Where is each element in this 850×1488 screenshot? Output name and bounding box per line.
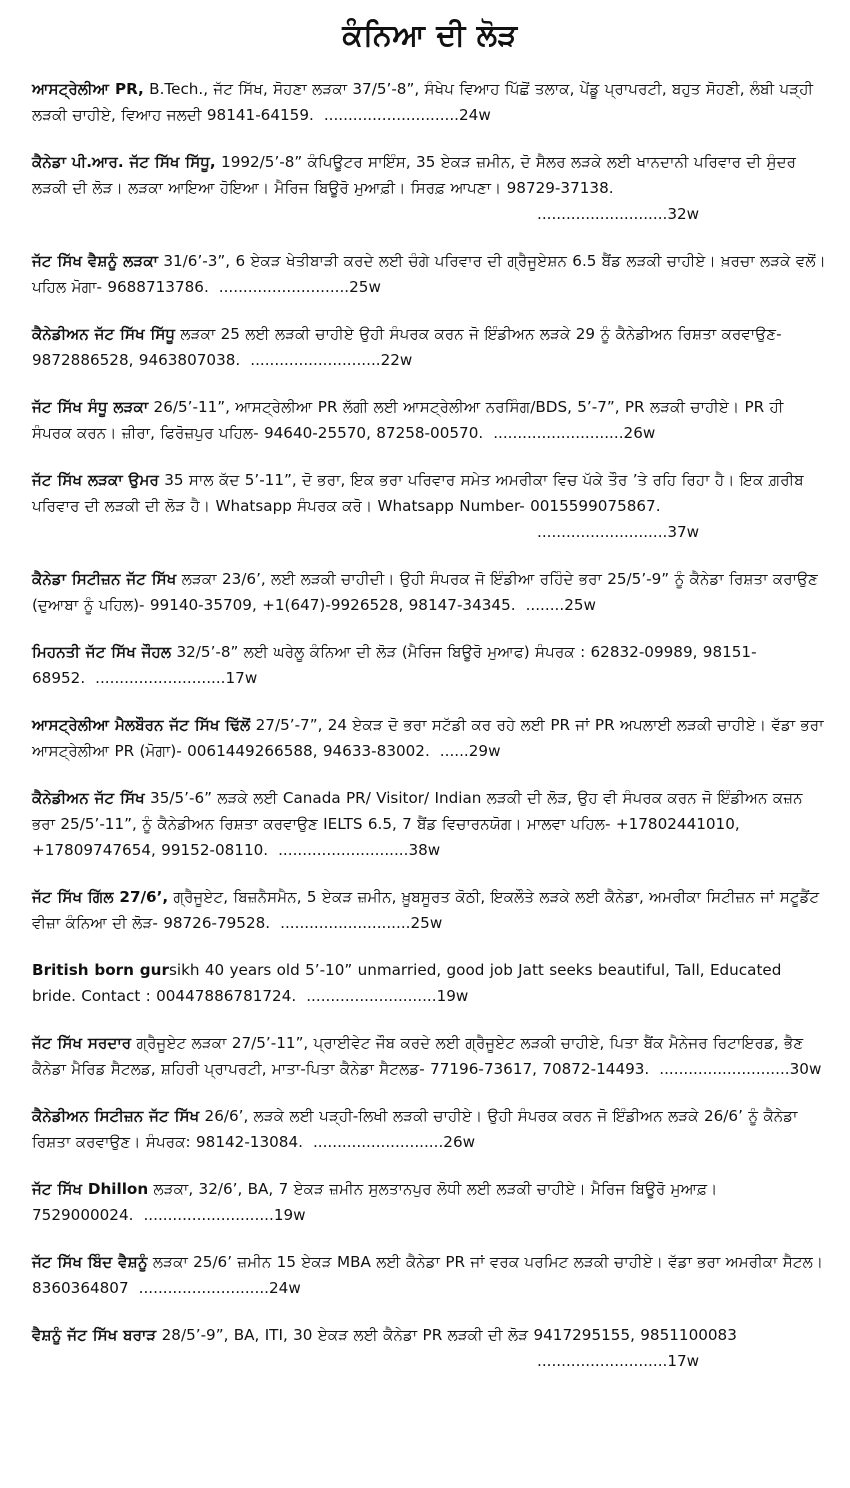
ad-item xyxy=(32,884,828,936)
ad-text: 26/6’, ਲੜਕੇ ਲਈ ਪੜ੍ਹੀ-ਲਿਖੀ ਲੜਕੀ ਚਾਹੀਏ। ਉਹੀ ਸੰਪਰਕ ਕਰਨ ਜੋ ਇੰਡੀਅਨ ਲੜਕੇ 26/6’ ਨੂੰ ਕੈਨੇਡਾ ਰਿਸ਼ਤਾ ਕਰਵਾਉਣ। ਸੰਪਰਕ: 98142-13084. xyxy=(32,1107,798,1151)
ad-text: 28/5’-9”, BA, ITI, 30 ਏਕੜ ਲਈ ਕੈਨੇਡਾ PR ਲੜਕੀ ਦੀ ਲੋੜ 9417295155, 9851100083 xyxy=(156,1326,737,1344)
ad-lead: ਜੱਟ ਸਿੱਖ ਸਰਦਾਰ xyxy=(32,1034,132,1052)
ads-list xyxy=(32,76,828,1374)
ad-text: 1992/5’-8” ਕੰਪਿਊਟਰ ਸਾਇੰਸ, 35 ਏਕੜ ਜ਼ਮੀਨ, ਦੋ ਸੈਲਰ ਲੜਕੇ ਲਈ ਖਾਨਦਾਨੀ ਪਰਿਵਾਰ ਦੀ ਸੁੰਦਰ ਲੜਕੀ ਦੀ ਲੋੜ। ਲੜਕਾ ਆਇਆ ਹੋਇਆ। ਮੈਰਿਜ ਬਿਊਰੋ ਮੁਆਫ਼ੀ। ਸਿਰਫ਼ ਆਪਣਾ। 98729-37138. xyxy=(32,153,797,197)
ad-code: ...........................25w xyxy=(218,278,381,296)
page-title: ਕੰਨਿਆ ਦੀ ਲੋੜ xyxy=(342,18,518,53)
ad-lead: ਆਸਟ੍ਰੇਲੀਆ PR, xyxy=(32,80,144,98)
ad-text: 26/5’-11”, ਆਸਟ੍ਰੇਲੀਆ PR ਲੱਗੀ ਲਈ ਆਸਟ੍ਰੇਲੀਆ ਨਰਸਿੰਗ/BDS, 5’-7”, PR ਲੜਕੀ ਚਾਹੀਏ। PR ਹੀ ਸੰਪਰਕ ਕਰਨ। ਜ਼ੀਰਾ, ਫਿਰੋਜ਼ਪੁਰ ਪਹਿਲ- 94640-25570, 87258-00570. xyxy=(32,398,784,442)
ad-lead: ਆਸਟ੍ਰੇਲੀਆ ਮੈਲਬੌਰਨ ਜੱਟ ਸਿੱਖ ਢਿੱਲੋਂ xyxy=(32,716,251,734)
ad-item xyxy=(32,76,828,128)
ad-text: ਲੜਕਾ 23/6’, ਲਈ ਲੜਕੀ ਚਾਹੀਦੀ। ਉਹੀ ਸੰਪਰਕ ਜੋ ਇੰਡੀਆ ਰਹਿੰਦੇ ਭਰਾ 25/5’-9” ਨੂੰ ਕੈਨੇਡਾ ਰਿਸ਼ਤਾ ਕਰਾਉਣ (ਦੁਆਬਾ ਨੂੰ ਪਹਿਲ)- 99140-35709, +1(647)-9926528, 98147-34345. xyxy=(32,570,818,614)
ad-item xyxy=(32,149,828,227)
ad-code: ...........................37w xyxy=(537,523,700,541)
ad-item xyxy=(32,639,828,691)
ad-text: ਗ੍ਰੈਜੂਏਟ, ਬਿਜ਼ਨੈਸਮੈਨ, 5 ਏਕੜ ਜ਼ਮੀਨ, ਖ਼ੂਬਸੂਰਤ ਕੋਠੀ, ਇਕਲੌਤੇ ਲੜਕੇ ਲਈ ਕੈਨੇਡਾ, ਅਮਰੀਕਾ ਸਿਟੀਜ਼ਨ ਜਾਂ ਸਟੂਡੈਂਟ ਵੀਜ਼ਾ ਕੰਨਿਆ ਦੀ ਲੋੜ- 98726-79528. xyxy=(32,888,820,932)
ad-lead: ਜੱਟ ਸਿੱਖ ਗਿੱਲ 27/6’, xyxy=(32,888,169,906)
ad-lead: ਕੈਨੇਡੀਅਨ ਜੱਟ ਸਿੱਖ ਸਿੱਧੂ xyxy=(32,325,176,343)
ad-code: ...........................19w xyxy=(143,1206,306,1224)
ad-lead: ਮਿਹਨਤੀ ਜੱਟ ਸਿੱਖ ਜੌਹਲ xyxy=(32,643,172,661)
ad-item xyxy=(32,1103,828,1155)
ad-text: B.Tech., ਜੱਟ ਸਿੱਖ, ਸੋਹਣਾ ਲੜਕਾ 37/5’-8”, ਸੰਖੇਪ ਵਿਆਹ ਪਿੱਛੋਂ ਤਲਾਕ, ਪੇਂਡੂ ਪ੍ਰਾਪਰਟੀ, ਬਹੁਤ ਸੋਹਣੀ, ਲੰਬੀ ਪੜ੍ਹੀ ਲੜਕੀ ਚਾਹੀਏ, ਵਿਆਹ ਜਲਦੀ 98141-64159. xyxy=(32,80,814,124)
ad-item xyxy=(32,321,828,373)
ad-code: ...........................17w xyxy=(537,1352,700,1370)
ad-code: ...........................32w xyxy=(537,205,700,223)
ad-text: ਗ੍ਰੈਜੂਏਟ ਲੜਕਾ 27/5’-11”, ਪ੍ਰਾਈਵੇਟ ਜੌਬ ਕਰਦੇ ਲਈ ਗ੍ਰੈਜੂਏਟ ਲੜਕੀ ਚਾਹੀਏ, ਪਿਤਾ ਬੈਂਕ ਮੈਨੇਜਰ ਰਿਟਾਇਰਡ, ਭੈਣ ਕੈਨੇਡਾ ਮੈਰਿਡ ਸੈਟਲਡ, ਸ਼ਹਿਰੀ ਪ੍ਰਾਪਰਟੀ, ਮਾਤਾ-ਪਿਤਾ ਕੈਨੇਡਾ ਸੈਟਲਡ- 77196-73617, 70872-14493. xyxy=(32,1034,804,1078)
ad-item xyxy=(32,1249,828,1301)
ad-item xyxy=(32,467,828,545)
ad-item xyxy=(32,394,828,446)
ad-lead: ਜੱਟ ਸਿੱਖ ਬਿੰਦ ਵੈਸ਼ਨੂੰ xyxy=(32,1253,148,1271)
ad-item xyxy=(32,712,828,764)
ad-item xyxy=(32,566,828,618)
ad-text: 32/5’-8” ਲਈ ਘਰੇਲੂ ਕੰਨਿਆ ਦੀ ਲੋੜ (ਮੈਰਿਜ ਬਿਊਰੋ ਮੁਆਫ) ਸੰਪਰਕ : 62832-09989, 98151-68952. xyxy=(32,643,757,687)
ad-lead: British born gur xyxy=(32,961,169,979)
ad-lead: ਕੈਨੇਡੀਅਨ ਸਿਟੀਜ਼ਨ ਜੱਟ ਸਿੱਖ xyxy=(32,1107,200,1125)
ad-item xyxy=(32,1322,828,1374)
ad-code: ......29w xyxy=(439,742,501,760)
ad-text: ਲੜਕਾ, 32/6’, BA, 7 ਏਕੜ ਜ਼ਮੀਨ ਸੁਲਤਾਨਪੁਰ ਲੋਧੀ ਲਈ ਲੜਕੀ ਚਾਹੀਏ। ਮੈਰਿਜ ਬਿਊਰੋ ਮੁਆਫ਼। 7529000024. xyxy=(32,1180,718,1224)
ad-text: 31/6’-3”, 6 ਏਕੜ ਖੇਤੀਬਾੜੀ ਕਰਦੇ ਲਈ ਚੰਗੇ ਪਰਿਵਾਰ ਦੀ ਗ੍ਰੈਜੂਏਸ਼ਨ 6.5 ਬੈਂਡ ਲੜਕੀ ਚਾਹੀਏ। ਖ਼ਰਚਾ ਲੜਕੇ ਵਲੋਂ। ਪਹਿਲ ਮੋਗਾ- 9688713786. xyxy=(32,252,826,296)
ad-lead: ਕੈਨੇਡਾ ਸਿਟੀਜ਼ਨ ਜੱਟ ਸਿੱਖ xyxy=(32,570,177,588)
ad-text: 27/5’-7”, 24 ਏਕੜ ਦੋ ਭਰਾ ਸਟੱਡੀ ਕਰ ਰਹੇ ਲਈ PR ਜਾਂ PR ਅਪਲਾਈ ਲੜਕੀ ਚਾਹੀਏ। ਵੱਡਾ ਭਰਾ ਆਸਟ੍ਰੇਲੀਆ PR (ਮੋਗਾ)- 0061449266588, 94633-83002. xyxy=(32,716,824,760)
ad-item xyxy=(32,1030,828,1082)
ad-code: ...........................38w xyxy=(278,841,441,859)
ad-code: ...........................26w xyxy=(312,1133,476,1151)
ad-lead: ਜੱਟ ਸਿੱਖ Dhillon xyxy=(32,1180,149,1198)
ad-text: ਲੜਕਾ 25 ਲਈ ਲੜਕੀ ਚਾਹੀਏ ਉਹੀ ਸੰਪਰਕ ਕਰਨ ਜੋ ਇੰਡੀਅਨ ਲੜਕੇ 29 ਨੂੰ ਕੈਨੇਡੀਅਨ ਰਿਸ਼ਤਾ ਕਰਵਾਉਣ- 9872886528, 9463807038. xyxy=(32,325,782,369)
ad-code: ........25w xyxy=(525,596,596,614)
ad-code: ...........................25w xyxy=(280,914,443,932)
ad-code: ...........................24w xyxy=(138,1279,301,1297)
ad-text: 35 ਸਾਲ ਕੱਦ 5’-11”, ਦੋ ਭਰਾ, ਇਕ ਭਰਾ ਪਰਿਵਾਰ ਸਮੇਤ ਅਮਰੀਕਾ ਵਿਚ ਪੱਕੇ ਤੌਰ ’ਤੇ ਰਹਿ ਰਿਹਾ ਹੈ। ਇਕ ਗ਼ਰੀਬ ਪਰਿਵਾਰ ਦੀ ਲੜਕੀ ਦੀ ਲੋੜ ਹੈ। Whatsapp ਸੰਪਰਕ ਕਰੋ। Whatsapp Number- 0015599075867. xyxy=(32,471,804,515)
ad-text: sikh 40 years old 5’-10” unmarried, good job Jatt seeks beautiful, Tall, Educated bride. Contact : 00447886781724. xyxy=(32,961,782,1005)
ad-code: ............................24w xyxy=(323,106,491,124)
ad-item xyxy=(32,957,828,1009)
ad-code: ...........................17w xyxy=(95,669,258,687)
ad-lead: ਕੈਨੇਡਾ ਪੀ.ਆਰ. ਜੱਟ ਸਿੱਖ ਸਿੱਧੂ, xyxy=(32,153,216,171)
ad-code: ...........................22w xyxy=(250,351,413,369)
ad-code: ...........................19w xyxy=(306,987,469,1005)
ad-code: ...........................26w xyxy=(493,424,656,442)
ad-text: ਲੜਕਾ 25/6’ ਜ਼ਮੀਨ 15 ਏਕੜ MBA ਲਈ ਕੈਨੇਡਾ PR ਜਾਂ ਵਰਕ ਪਰਮਿਟ ਲੜਕੀ ਚਾਹੀਏ। ਵੱਡਾ ਭਰਾ ਅਮਰੀਕਾ ਸੈਟਲ। 8360364807 xyxy=(32,1253,824,1297)
ad-item xyxy=(32,248,828,300)
ad-item xyxy=(32,785,828,863)
ad-lead: ਕੈਨੇਡੀਅਨ ਜੱਟ ਸਿੱਖ xyxy=(32,789,145,807)
ad-code: ...........................30w xyxy=(659,1060,822,1078)
ad-lead: ਵੈਸ਼ਨੂੰ ਜੱਟ ਸਿੱਖ ਬਰਾੜ xyxy=(32,1326,157,1344)
ad-lead: ਜੱਟ ਸਿੱਖ ਲੜਕਾ ਉਮਰ xyxy=(32,471,159,489)
ad-lead: ਜੱਟ ਸਿੱਖ ਵੈਸ਼ਨੂੰ ਲੜਕਾ xyxy=(32,252,159,270)
ad-item xyxy=(32,1176,828,1228)
ad-text: 35/5’-6” ਲੜਕੇ ਲਈ Canada PR/ Visitor/ Indian ਲੜਕੀ ਦੀ ਲੋੜ, ਉਹ ਵੀ ਸੰਪਰਕ ਕਰਨ ਜੋ ਇੰਡੀਅਨ ਕਜ਼ਨ ਭਰਾ 25/5’-11”, ਨੂੰ ਕੈਨੇਡੀਅਨ ਰਿਸ਼ਤਾ ਕਰਵਾਉਣ IELTS 6.5, 7 ਬੈਂਡ ਵਿਚਾਰਨਯੋਗ। ਮਾਲਵਾ ਪਹਿਲ- +17802441010, +17809747654, 99152-08110. xyxy=(32,789,803,859)
ad-lead: ਜੱਟ ਸਿੱਖ ਸੰਧੂ ਲੜਕਾ xyxy=(32,398,149,416)
